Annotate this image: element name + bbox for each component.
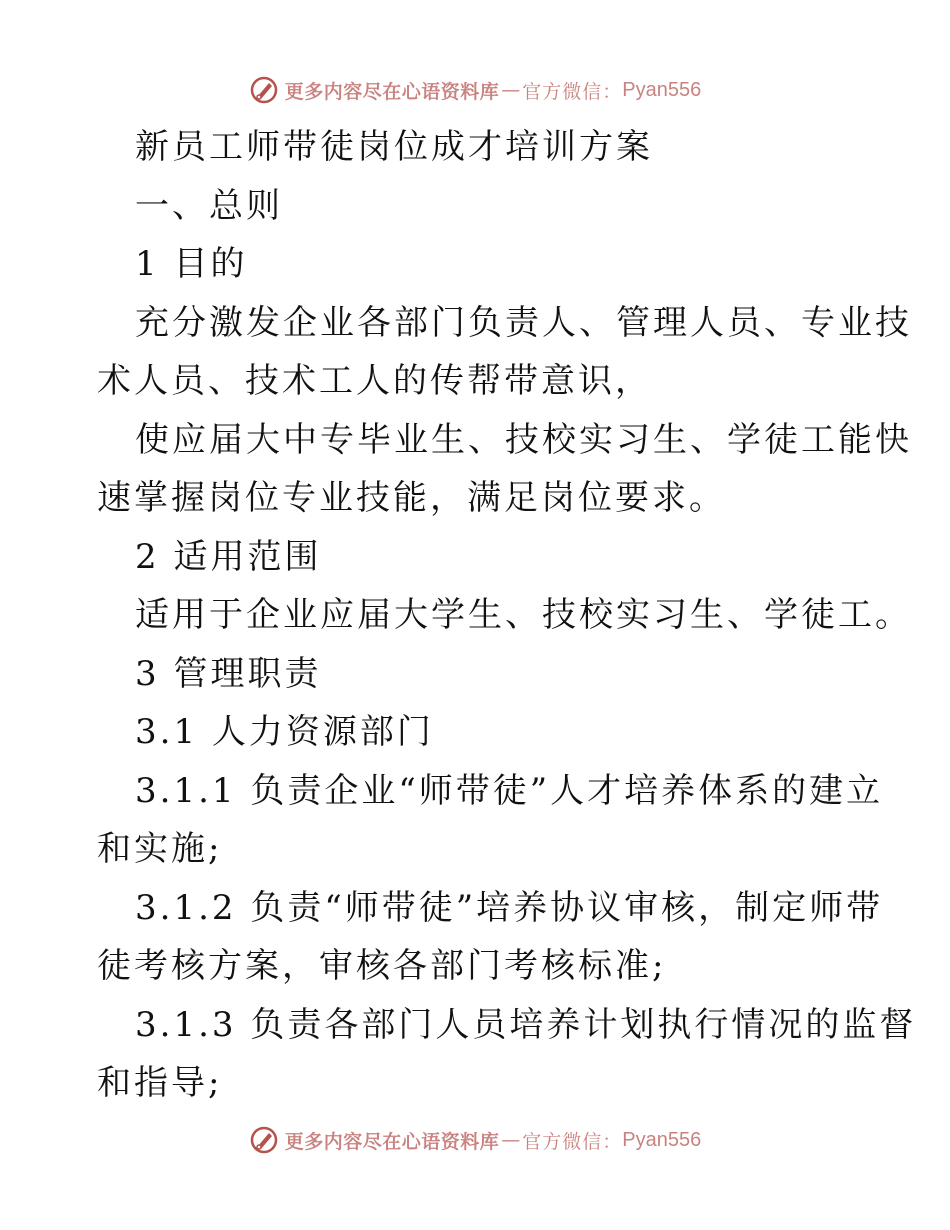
subsection-heading: 1 目的 <box>135 244 248 284</box>
document-body <box>97 118 917 1113</box>
paragraph-line: 3.1.2 负责“师带徒”培养协议审核，制定师带 <box>135 887 884 928</box>
wechat-label: 官方微信： <box>522 1130 623 1153</box>
paragraph-line: 适用于企业应届大学生、技校实习生、学徒工。 <box>135 595 912 635</box>
paragraph-line: 3.1.3 负责各部门人员培养计划执行情况的监督 <box>135 1004 917 1045</box>
separator-dash: — <box>501 79 521 101</box>
paragraph-line: 使应届大中专毕业生、技校实习生、学徒工能快 <box>135 419 912 460</box>
paragraph-line: 徒考核方案，审核各部门考核标准; <box>97 946 667 986</box>
paragraph-line: 术人员、技术工人的传帮带意识， <box>97 361 652 401</box>
paragraph-line: 和指导; <box>97 1063 223 1103</box>
header-watermark <box>0 70 950 110</box>
site-name: 更多内容尽在心语资料库 <box>284 80 500 103</box>
subsection-heading: 3.1 人力资源部门 <box>135 712 434 752</box>
separator-dash: — <box>501 1129 521 1151</box>
paragraph-line: 充分激发企业各部门负责人、管理人员、专业技 <box>135 302 912 343</box>
wechat-id: Pyan556 <box>622 78 702 101</box>
paragraph-line: 和实施; <box>97 829 223 869</box>
site-name: 更多内容尽在心语资料库 <box>284 1130 500 1153</box>
pen-logo-icon <box>249 75 279 105</box>
document-title: 新员工师带徒岗位成才培训方案 <box>135 127 653 167</box>
wechat-label: 官方微信： <box>522 80 623 103</box>
footer-watermark <box>0 1120 950 1160</box>
section-heading: 一、总则 <box>135 185 283 226</box>
wechat-id: Pyan556 <box>622 1128 702 1151</box>
subsection-heading: 3 管理职责 <box>135 653 322 694</box>
paragraph-line: 3.1.1 负责企业“师带徒”人才培养体系的建立 <box>135 770 884 811</box>
paragraph-line: 速掌握岗位专业技能，满足岗位要求。 <box>97 478 726 518</box>
subsection-heading: 2 适用范围 <box>135 536 322 577</box>
pen-logo-icon <box>249 1125 279 1155</box>
